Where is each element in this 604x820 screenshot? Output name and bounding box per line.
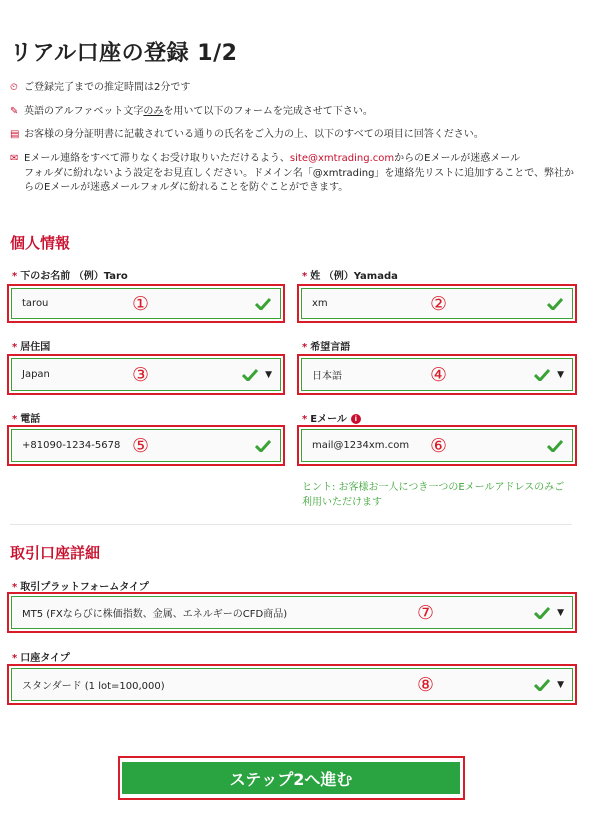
check-icon xyxy=(534,369,550,381)
country-select[interactable]: Japan ③ ▼ xyxy=(11,358,281,391)
first-name-input[interactable]: tarou ① xyxy=(11,288,281,319)
clock-icon: ⏲ xyxy=(10,82,18,93)
phone-input[interactable]: +81090-1234-5678 ⑤ xyxy=(11,429,281,462)
marker-5: ⑤ xyxy=(132,434,150,457)
check-icon xyxy=(255,298,271,310)
check-icon xyxy=(242,369,258,381)
check-icon xyxy=(534,679,550,691)
dropdown-arrow-icon: ▼ xyxy=(265,369,272,380)
check-icon xyxy=(547,298,563,310)
pencil-icon: ✎ xyxy=(10,106,19,117)
email-hint: ヒント: お客様お一人につき一つのEメールアドレスのみご利用いただけます xyxy=(302,482,565,508)
marker-6: ⑥ xyxy=(430,434,448,457)
info-email-continued: フォルダに紛れないよう設定をお見直しください。ドメイン名「@xmtrading」を連絡先リストに追加することで、弊社からのEメールが迷惑メールフォルダに紛れることを防ぐことができます。 xyxy=(24,168,575,193)
dropdown-arrow-icon: ▼ xyxy=(557,369,564,380)
marker-8: ⑧ xyxy=(417,673,435,696)
platform-select[interactable]: MT5 (FXならびに株価指数、金属、エネルギーのCFD商品) ⑦ ▼ xyxy=(11,596,573,629)
check-icon xyxy=(547,440,563,452)
info-email: ✉ Eメール連絡をすべて滞りなくお受け取りいただけるよう、site@xmtrading.comからのEメールが迷惑メール xyxy=(10,151,520,167)
country-label: * 居住国 xyxy=(12,342,51,353)
info-id-doc: ▤ お客様の身分証明書に記載されている通りの氏名をご入力の上、以下のすべての項目に回答ください。 xyxy=(10,127,484,143)
last-name-label: * 姓 （例）Yamada xyxy=(302,271,398,282)
info-icon[interactable]: i xyxy=(351,414,361,424)
check-icon xyxy=(534,607,550,619)
mail-icon: ✉ xyxy=(10,153,19,164)
dropdown-arrow-icon: ▼ xyxy=(557,607,564,618)
email-input[interactable]: mail@1234xm.com ⑥ xyxy=(301,429,573,462)
section-account-title: 取引口座詳細 xyxy=(10,544,101,562)
info-alphabet: ✎ 英語のアルファベット文字のみを用いて以下のフォームを完成させて下さい。 xyxy=(10,104,373,120)
platform-label: * 取引プラットフォームタイプ xyxy=(12,582,149,593)
info-time: ⏲ ご登録完了までの推定時間は2分です xyxy=(10,80,190,96)
first-name-label: * 下のお名前 （例）Taro xyxy=(12,271,128,282)
id-card-icon: ▤ xyxy=(10,129,20,140)
dropdown-arrow-icon: ▼ xyxy=(557,679,564,690)
email-label: * Eメール i xyxy=(302,410,361,425)
support-email-link[interactable]: site@xmtrading.com xyxy=(289,153,395,164)
language-select[interactable]: 日本語 ④ ▼ xyxy=(301,358,573,391)
phone-label: * 電話 xyxy=(12,414,41,425)
account-type-label: * 口座タイプ xyxy=(12,653,70,664)
next-step-button[interactable]: ステップ2へ進む xyxy=(122,762,460,794)
last-name-input[interactable]: xm ② xyxy=(301,288,573,319)
marker-1: ① xyxy=(132,292,150,315)
marker-2: ② xyxy=(430,292,448,315)
section-divider xyxy=(10,524,572,525)
page-title: リアル口座の登録 1/2 xyxy=(10,41,238,66)
account-type-select[interactable]: スタンダード (1 lot=100,000) ⑧ ▼ xyxy=(11,668,573,701)
language-label: * 希望言語 xyxy=(302,342,351,353)
check-icon xyxy=(255,440,271,452)
marker-4: ④ xyxy=(430,363,448,386)
marker-3: ③ xyxy=(132,363,150,386)
marker-7: ⑦ xyxy=(417,601,435,624)
section-personal-title: 個人情報 xyxy=(10,234,71,252)
